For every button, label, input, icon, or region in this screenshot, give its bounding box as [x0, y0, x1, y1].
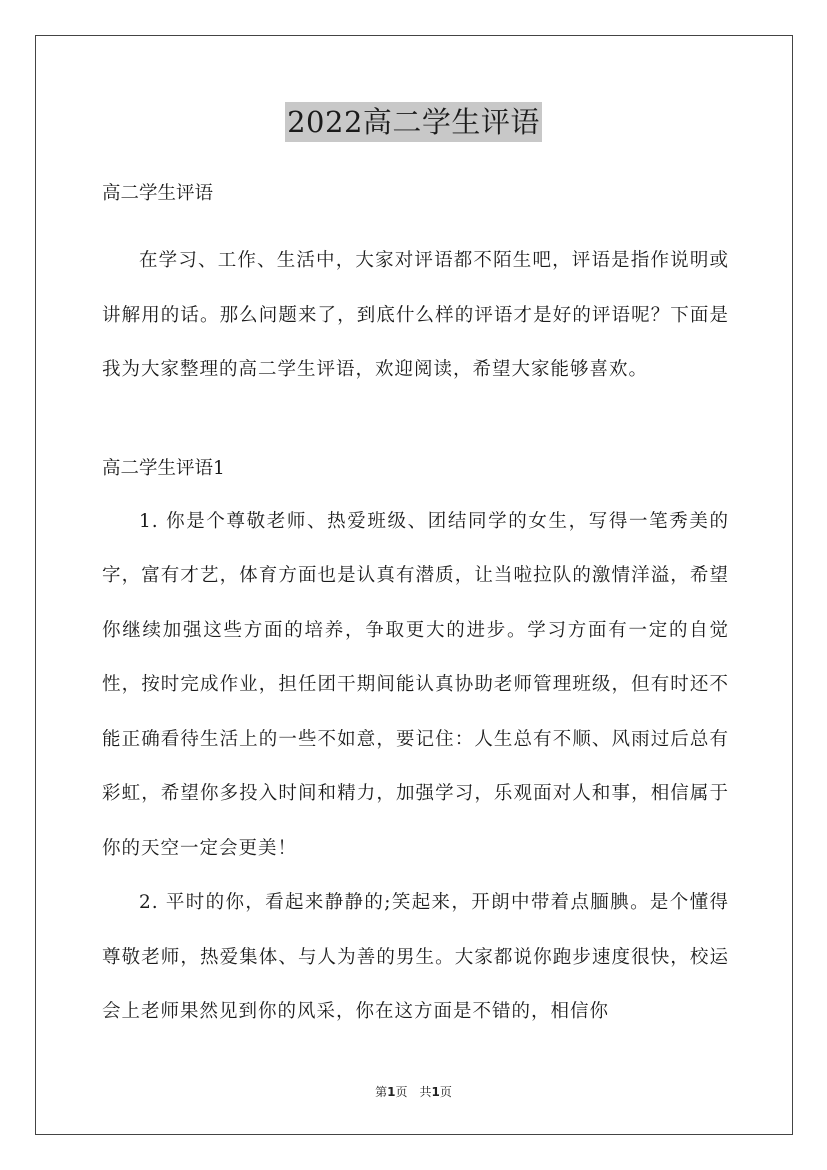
footer-page-mid: 页 共	[395, 1085, 432, 1099]
title-container	[0, 102, 827, 142]
footer-page-current: 1	[387, 1085, 396, 1099]
footer-page-prefix: 第	[375, 1085, 388, 1099]
intro-paragraph: 在学习、工作、生活中，大家对评语都不陌生吧，评语是指作说明或讲解用的话。那么问题来了，到底什么样的评语才是好的评语呢？下面是我为大家整理的高二学生评语，欢迎阅读，希望大家能够喜欢。	[102, 250, 729, 380]
subtitle-heading: 高二学生评语	[102, 183, 214, 204]
footer-page-total: 1	[431, 1085, 440, 1099]
section-heading: 高二学生评语1	[102, 457, 225, 479]
document-title: 2022高二学生评语	[285, 102, 542, 142]
document-body	[102, 176, 729, 1040]
comment-paragraph-2: 2. 平时的你，看起来静静的;笑起来，开朗中带着点腼腆。是个懂得尊敬老师，热爱集体、与人为善的男生。大家都说你跑步速度很快，校运会上老师果然见到你的风采，你在这方面是不错的，相信你	[102, 892, 729, 1022]
footer-page-suffix: 页	[439, 1085, 452, 1099]
page-footer	[0, 1083, 827, 1100]
comment-paragraph-1: 1. 你是个尊敬老师、热爱班级、团结同学的女生，写得一笔秀美的字，富有才艺，体育方面也是认真有潜质，让当啦拉队的激情洋溢，希望你继续加强这些方面的培养，争取更大的进步。学习方面有一定的自觉性，按时完成作业，担任团干期间能认真协助老师管理班级，但有时还不能正确看待生活上的一些不如意，要记住：人生总有不顺、风雨过后总有彩虹，希望你多投入时间和精力，加强学习，乐观面对人和事，相信属于你的天空一定会更美！	[102, 510, 729, 859]
